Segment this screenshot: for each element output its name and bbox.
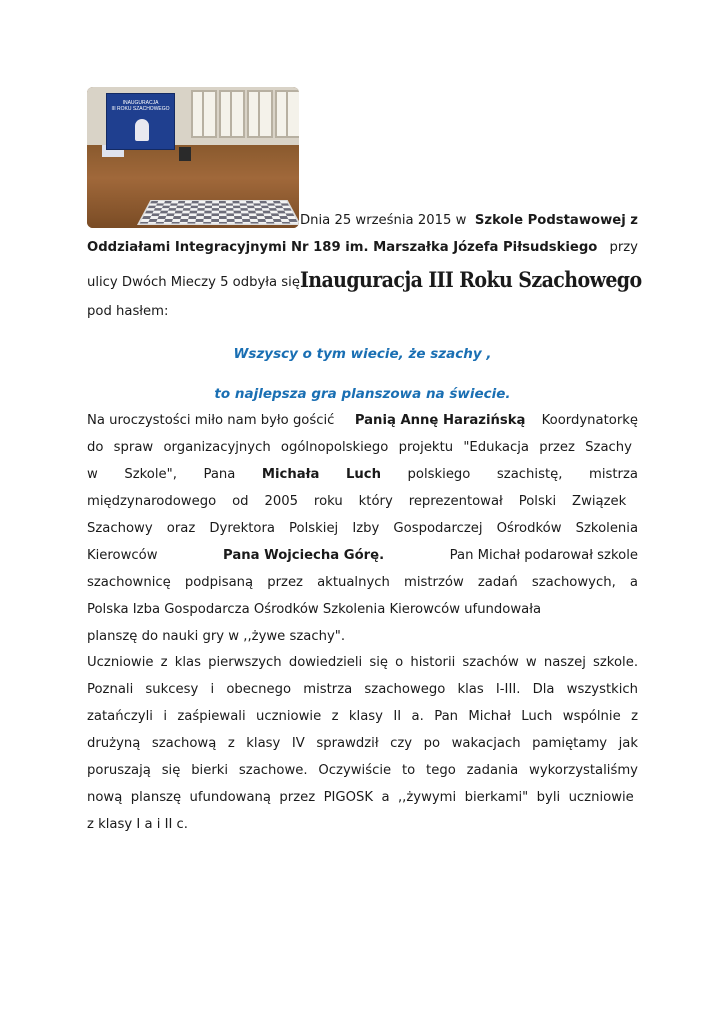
photo-window — [219, 90, 245, 138]
text-line — [87, 240, 638, 256]
text-line — [87, 467, 638, 483]
text-line: Uczniowie z klas pierwszych dowiedzieli się o historii szachów w naszej szkole. — [87, 655, 639, 670]
banner-text: INAUGURACJA — [122, 100, 159, 106]
text-line: Szachowy oraz Dyrektora Polskiej Izby Gospodarczej Ośrodków Szkolenia — [87, 521, 639, 536]
quote-line: Wszyscy o tym wiecie, że szachy , — [233, 346, 492, 362]
text-line — [300, 213, 638, 229]
photo-window — [191, 90, 217, 138]
text-line — [87, 548, 638, 564]
text-segment: Dnia 25 września 2015 w — [300, 213, 471, 228]
text-line: do spraw organizacyjnych ogólnopolskiego projektu "Edukacja przez Szachy — [87, 440, 632, 455]
text-line: poruszają się bierki szachowe. Oczywiście to tego zadania wykorzystaliśmy — [87, 763, 638, 778]
text-segment: Szkole", — [124, 467, 177, 482]
photo-stand — [179, 147, 191, 161]
quote-line: to najlepsza gra planszowa na świecie. — [214, 386, 511, 402]
text-line: międzynarodowego od 2005 roku który reprezentował Polski Związek — [87, 494, 627, 509]
text-segment: przy — [609, 240, 638, 255]
text-segment: Kierowców — [87, 548, 158, 563]
text-line: planszę do nauki gry w ,,żywe szachy". — [87, 629, 346, 644]
event-photo — [87, 87, 299, 228]
guest-name: Michała — [261, 467, 320, 482]
text-line: drużyną szachową z klasy IV sprawdził czy po wakacjach pamiętamy jak — [87, 736, 639, 751]
text-line: pod hasłem: — [87, 304, 169, 319]
text-line: nową planszę ufundowaną przez PIGOSK a ,,żywymi bierkami" byli uczniowie — [87, 790, 634, 805]
text-segment: szachistę, — [496, 467, 563, 482]
text-segment: ulicy Dwóch Mieczy 5 odbyła się — [87, 275, 300, 290]
school-name: Oddziałami Integracyjnymi Nr 189 im. Marszałka Józefa Piłsudskiego — [87, 240, 598, 255]
chessboard-mat — [137, 200, 299, 225]
chess-knight-icon — [135, 119, 149, 141]
photo-banner — [106, 93, 175, 150]
text-segment: Pana — [203, 467, 236, 482]
text-segment: w — [87, 467, 98, 482]
photo-window — [275, 90, 299, 138]
text-segment: mistrza — [588, 467, 638, 482]
text-segment: polskiego — [407, 467, 471, 482]
text-line: Polska Izba Gospodarcza Ośrodków Szkolenia Kierowców ufundowała — [87, 602, 542, 617]
text-segment: Pan Michał podarował szkole — [449, 548, 638, 563]
text-line — [87, 267, 642, 293]
event-title: Inauguracja III Roku Szachowego — [299, 267, 642, 293]
text-line: Poznali sukcesy i obecnego mistrza szachowego klas I-III. Dla wszystkich — [87, 682, 639, 697]
photo-window — [247, 90, 273, 138]
banner-text: III ROKU SZACHOWEGO — [111, 106, 170, 112]
text-line — [87, 413, 638, 429]
text-line: szachownicę podpisaną przez aktualnych mistrzów zadań szachowych, a — [87, 575, 638, 590]
guest-name: Luch — [346, 467, 381, 482]
guest-name: Panią Annę Harazińską — [354, 413, 526, 428]
text-line: z klasy I a i II c. — [87, 817, 188, 832]
text-segment: Koordynatorkę — [541, 413, 638, 428]
text-segment: Na uroczystości miło nam było gościć — [87, 413, 339, 428]
school-name: Szkole Podstawowej z — [474, 213, 638, 228]
guest-name: Pana Wojciecha Górę. — [223, 548, 385, 563]
text-line: zatańczyli i zaśpiewali uczniowie z klasy II a. Pan Michał Luch wspólnie z — [87, 709, 639, 724]
